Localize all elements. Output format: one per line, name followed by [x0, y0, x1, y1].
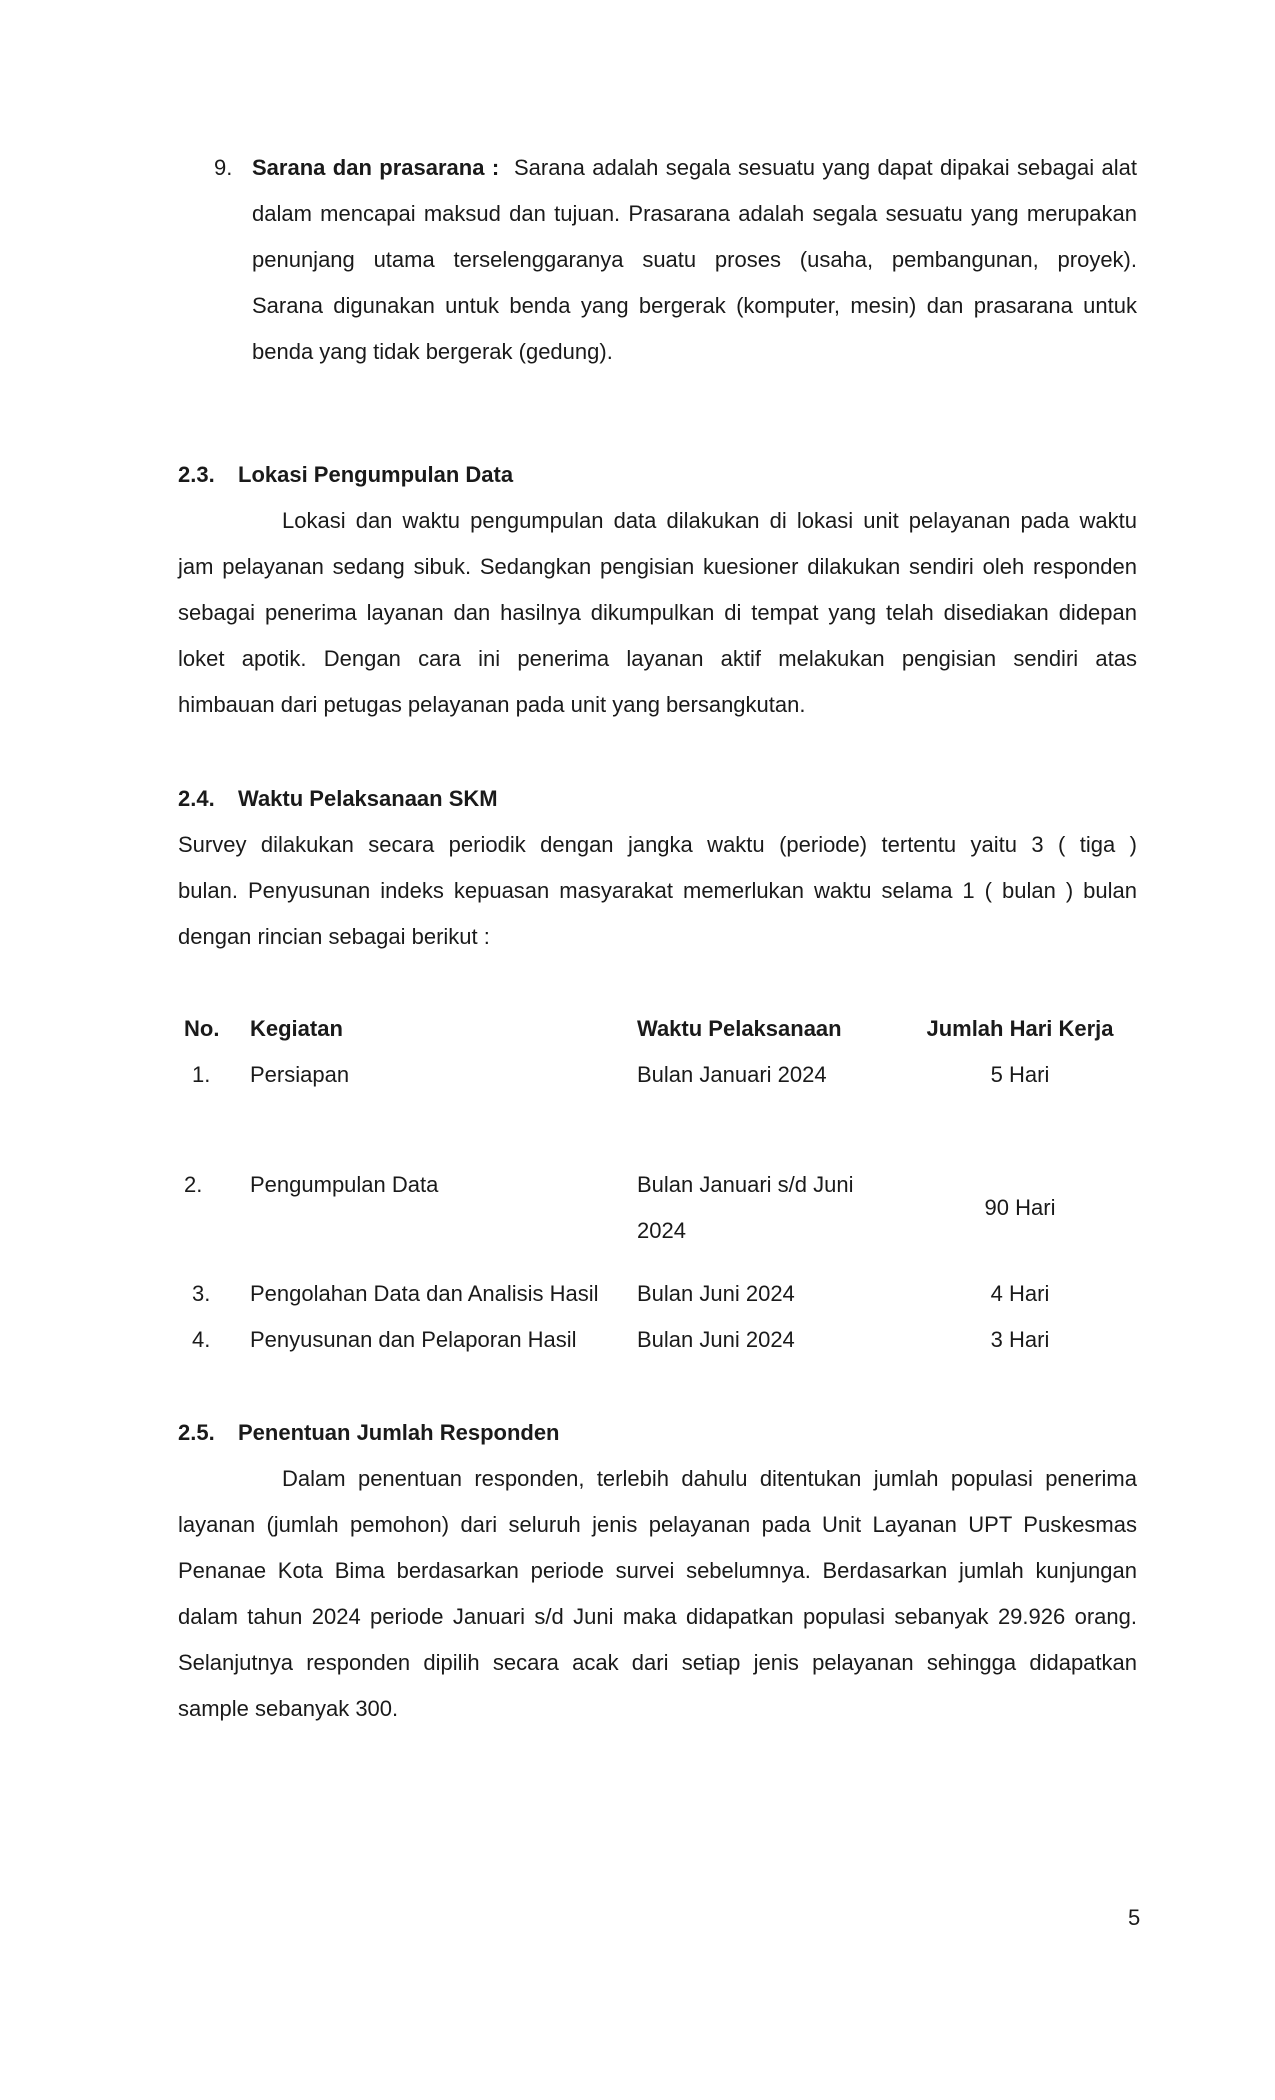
paragraph-line: layanan (jumlah pemohon) dari seluruh jenis pelayanan pada Unit Layanan UPT Puskesmas [178, 1512, 1137, 1537]
row-number: 3. [192, 1281, 211, 1306]
header-jumlah-hari: Jumlah Hari Kerja [926, 1016, 1114, 1041]
list-number: 9. [214, 155, 233, 180]
row-waktu: Bulan Januari s/d Juni [637, 1172, 854, 1197]
section-title: Waktu Pelaksanaan SKM [238, 786, 498, 811]
paragraph-line: bulan. Penyusunan indeks kepuasan masyarakat memerlukan waktu selama 1 ( bulan ) bulan [178, 878, 1137, 903]
section-title: Lokasi Pengumpulan Data [238, 462, 514, 487]
paragraph-line: dalam mencapai maksud dan tujuan. Prasarana adalah segala sesuatu yang merupakan [252, 201, 1137, 226]
line-text: Sarana adalah segala sesuatu yang dapat dipakai sebagai alat [513, 155, 1137, 180]
row-number: 2. [184, 1172, 203, 1197]
section-number: 2.5. [178, 1420, 215, 1445]
section-heading [178, 776, 498, 822]
row-waktu: Bulan Juni 2024 [637, 1281, 795, 1306]
row-number: 4. [192, 1327, 211, 1352]
paragraph-line: Dalam penentuan responden, terlebih dahulu ditentukan jumlah populasi penerima [282, 1466, 1137, 1491]
row-hari: 5 Hari [990, 1062, 1050, 1087]
row-kegiatan: Penyusunan dan Pelaporan Hasil [250, 1327, 577, 1352]
paragraph-line: Survey dilakukan secara periodik dengan jangka waktu (periode) tertentu yaitu 3 ( tiga ) [178, 832, 1137, 857]
row-hari: 4 Hari [990, 1281, 1050, 1306]
section-heading [178, 1410, 560, 1456]
paragraph-line: Penanae Kota Bima berdasarkan periode survei sebelumnya. Berdasarkan jumlah kunjungan [178, 1558, 1137, 1583]
paragraph-line: himbauan dari petugas pelayanan pada unit yang bersangkutan. [178, 692, 806, 717]
section-heading [178, 452, 513, 498]
row-kegiatan: Pengumpulan Data [250, 1172, 439, 1197]
paragraph-line: dalam tahun 2024 periode Januari s/d Juni maka didapatkan populasi sebanyak 29.926 orang. [178, 1604, 1137, 1629]
row-hari: 90 Hari [984, 1195, 1056, 1220]
row-waktu: Bulan Januari 2024 [637, 1062, 827, 1087]
section-title: Penentuan Jumlah Responden [238, 1420, 560, 1445]
header-no: No. [184, 1016, 220, 1041]
paragraph-line: Selanjutnya responden dipilih secara acak dari setiap jenis pelayanan sehingga didapatkan [178, 1650, 1137, 1675]
paragraph-line: loket apotik. Dengan cara ini penerima layanan aktif melakukan pengisian sendiri atas [178, 646, 1137, 671]
section-number: 2.3. [178, 462, 215, 487]
paragraph-line: jam pelayanan sedang sibuk. Sedangkan pengisian kuesioner dilakukan sendiri oleh responden [178, 554, 1137, 579]
row-kegiatan: Pengolahan Data dan Analisis Hasil [250, 1281, 599, 1306]
paragraph-line: penunjang utama terselenggaranya suatu proses (usaha, pembangunan, proyek). [252, 247, 1137, 272]
header-kegiatan: Kegiatan [250, 1016, 343, 1041]
row-waktu: Bulan Juni 2024 [637, 1327, 795, 1352]
paragraph-line: benda yang tidak bergerak (gedung). [252, 339, 613, 364]
paragraph-line: sample sebanyak 300. [178, 1696, 399, 1721]
row-hari: 3 Hari [990, 1327, 1050, 1352]
row-kegiatan: Persiapan [250, 1062, 350, 1087]
term-label: Sarana dan prasarana : [252, 155, 500, 180]
paragraph-line: Lokasi dan waktu pengumpulan data dilakukan di lokasi unit pelayanan pada waktu [282, 508, 1137, 533]
paragraph-line [252, 145, 1137, 191]
section-number: 2.4. [178, 786, 215, 811]
paragraph-line: Sarana digunakan untuk benda yang bergerak (komputer, mesin) dan prasarana untuk [252, 293, 1137, 318]
paragraph-line: sebagai penerima layanan dan hasilnya dikumpulkan di tempat yang telah disediakan didepan [178, 600, 1137, 625]
row-number: 1. [192, 1062, 211, 1087]
page-number: 5 [1128, 1905, 1141, 1930]
paragraph-line: dengan rincian sebagai berikut : [178, 924, 490, 949]
header-waktu: Waktu Pelaksanaan [637, 1016, 842, 1041]
row-waktu-cont: 2024 [637, 1218, 686, 1243]
